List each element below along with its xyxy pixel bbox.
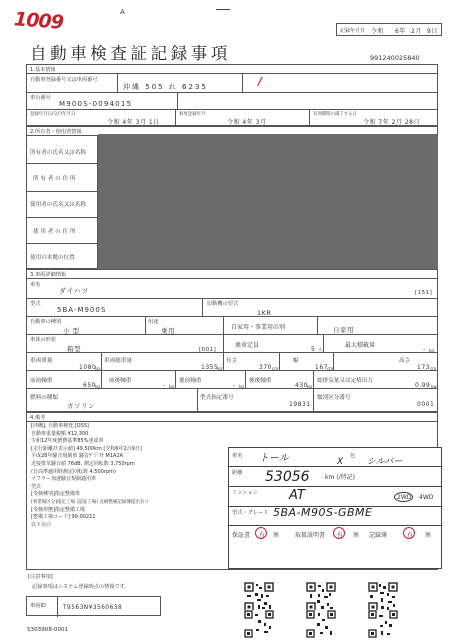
length-unit: cm [272,366,279,371]
record-date-era: 令和 [371,28,385,35]
remark-line: [走行距離計表示値] 49,500km [令和6年2月9日] [31,445,142,452]
sticker-mission-value: AT [289,488,305,503]
maker-label: 車名 [30,282,41,288]
vin-label: 車台番号 [30,95,51,101]
weight-value: 1080 [79,364,97,371]
qr-code-icon [368,582,398,612]
width-value: 167 [315,364,328,371]
length-label: 長さ [226,358,238,364]
rear-front-value: - [233,382,236,389]
sticker-record-yes: 有 [407,532,414,539]
sticker-warranty-label: 保証書 [232,532,251,539]
shape-code: [001] [199,347,217,353]
remark-line: [事業場区分]指定工場 (認証工場) 点検整備記録簿提出有り [31,499,149,505]
displacement-label: 総排気量又は定格出力 [317,378,373,384]
sticker-color-value: シルバー [367,457,403,467]
owner-address-label: 所 有 者 の 住 所 [33,176,76,182]
rear-axle-label: 後後軸重 [249,378,272,384]
expiry-value: 令和 7年 2月 28日 [363,119,420,126]
first-reg-value: 令和 4年 3月 1日 [107,119,160,126]
sticker-grade-label: 型式・グレード [232,510,269,516]
remark-line: 令和12年度燃費基準85%達成車 [31,438,104,445]
max-load-unit: kg [429,348,434,353]
plate-label: 自動車登録番号又は車両番号 [30,77,98,83]
purpose-value: 自家用 [333,326,354,334]
sticker-4wd-option: 4WD [419,494,434,501]
sticker-warranty-no: 無 [273,532,280,539]
vehicle-id-label: 車両ID [30,603,46,609]
max-load-value: - [423,346,426,353]
record-date-year: 6年 [395,28,406,35]
front-rear-value: - [163,382,166,389]
front-rear-unit: kg [169,384,174,389]
sticker-car-label: 車名 [232,453,243,459]
width-unit: cm [327,366,334,371]
serial-number: 5303908-0001 [27,627,69,633]
remark-line: マフラー加速騒音規制適用車 [31,476,97,483]
vehicle-id-value: T9563N¥3560638 [63,605,123,611]
type-designation-label: 型式指定番号 [200,395,234,401]
remark-line: [受検種別]指定整備車 [31,491,80,498]
category-label: 類別区分番号 [317,395,351,401]
qr-code-icon [306,582,336,612]
sticker-manual-yes: 有 [337,532,344,539]
sticker-record-label: 記録簿 [369,532,388,539]
shape-value: 箱型 [67,345,81,353]
front-rear-label: 前後軸重 [109,378,132,384]
maker-value: ダイハツ [59,287,89,295]
kind-label: 自動車の種別 [30,319,62,325]
remark-line: 型式 [31,483,42,490]
section3-header: 3.車両詳細情報 [30,272,67,278]
qr-code-icon [368,610,398,638]
remarks-text [31,423,231,529]
qr-code-icon [306,610,336,638]
front-axle-label: 前前軸重 [30,378,53,384]
sticker-mileage-unit: km (/特記) [325,474,355,481]
dealer-sticker [228,447,442,569]
front-axle-unit: kg [95,384,100,389]
length-value: 370 [259,364,272,371]
sticker-manual-no: 無 [353,532,360,539]
handwritten-letter: A [120,8,125,16]
remark-line: 近接排気騒音値 76dB, 測定回転数 3,750rpm [31,460,135,467]
use-label: 用途 [148,319,159,325]
sticker-record-no: 無 [425,532,432,539]
sticker-grade-value: 5BA-M90S-GBME [273,506,373,519]
capacity-unit: 人 [318,348,323,353]
remark-line: [受検形態]指定整備工場 [31,506,85,513]
sticker-color-label: 色 [350,453,356,459]
sticker-car-value: トール [259,453,289,464]
displacement-value: 0.99 [415,382,431,389]
front-axle-value: 650 [83,382,96,389]
warranty-circle [255,527,267,539]
sticker-mileage-label: 距離 [232,470,243,476]
qr-code-icon [244,582,274,612]
fuel-value: ガソリン [67,402,95,410]
gross-unit: kg [217,366,222,371]
remark-line: 平成28年騒音規制車 騒音ﾃﾞｼﾞｽﾅ M1A2A [31,453,124,460]
plate-number: 沖縄 505 れ 6235 [123,83,208,91]
use-value: 乗用 [161,327,175,335]
vehicle-id-box [26,596,161,616]
rear-axle-unit: kg [307,384,312,389]
engine-value: 1KR [257,309,272,317]
fuel-label: 燃料の種類 [30,395,58,401]
sticker-mission-label: ミッション [232,490,258,496]
red-check-mark: / [258,75,263,88]
section4-header: 4.備考 [30,415,46,421]
record-date-day: 9日 [427,28,438,35]
type-designation-value: 19831 [289,401,311,408]
width-label: 幅 [293,358,299,364]
redacted-owner-block [98,134,438,269]
rear-front-label: 後前軸重 [179,378,202,384]
weight-label: 車両重量 [30,358,53,364]
engine-label: 原動機の型式 [207,301,239,307]
page-title: 自動車検査証記録事項 [30,44,231,63]
record-date-box [336,23,442,36]
weight-unit: kg [95,366,100,371]
section-vehicle-details [26,269,438,412]
remark-line: 以下余白 [31,521,52,528]
user-name-label: 使用者の氏名又は名称 [30,202,86,208]
height-unit: cm [430,366,437,371]
first-reg-label: 登録年月日/交付年月日 [30,112,76,117]
shape-label: 車体の形状 [30,337,56,343]
document-number: 991240025840 [370,54,420,62]
base-location-label: 使用の本拠の位置 [30,255,75,261]
rear-front-unit: kg [239,384,244,389]
sticker-mileage-value: 53056 [265,469,310,485]
gross-label: 車両総重量 [104,358,132,364]
maker-code: [151] [415,290,433,296]
remark-line: [整備工場コード] 99-00211 [31,514,96,521]
sticker-manual-label: 取扱説明書 [295,532,326,539]
vin-value: M900S-0094015 [59,100,133,108]
rear-axle-value: 430 [295,382,308,389]
user-address-label: 使 用 者 の 住 所 [33,229,76,235]
first-year-label: 初度登録年月 [179,112,206,117]
record-date-label: 記録年月日 [340,28,366,34]
height-value: 173 [417,364,430,371]
section-basic-info [26,64,438,126]
displacement-unit: kw [431,384,437,389]
remark-line: [沖縄], 自動車検査,[OSS] [31,423,89,429]
sticker-2wd-circle [394,492,413,502]
qr-code-icon [244,610,274,638]
expiry-label: 有効期間の満了する日 [313,112,357,117]
category-value: 0001 [417,401,435,408]
section2-header: 2.所有者・使用者情報 [30,129,82,135]
record-circle [403,527,415,539]
notice-header: [注意事項] [28,574,53,580]
punch-mark [216,9,230,10]
first-year-value: 令和 4年 3月 [227,119,267,126]
capacity-label: 乗車定員 [235,342,260,349]
model-label: 型式 [30,301,41,307]
purpose-label: 自家用・事業用の別 [231,324,286,331]
manual-circle [333,527,345,539]
max-load-label: 最大積載量 [345,342,376,349]
owner-name-label: 所有者の氏名又は名称 [30,150,86,156]
remark-line: (日高準適用時測定回転数 4,500rpm) [31,468,116,475]
capacity-value: 5 [311,346,316,353]
kind-value: 小 型 [63,327,80,335]
handwritten-number: 1009 [13,8,64,34]
height-label: 高さ [399,358,411,364]
record-date-month: 2月 [411,28,422,35]
notice-text: 記録事項はシステム登録時点の情報です。 [32,584,130,590]
sticker-color-mark: X [337,457,344,467]
section1-header: 1.基本情報 [30,67,56,73]
sticker-2wd-option: 2WD [397,494,412,501]
sticker-warranty-yes: 有 [259,532,266,539]
model-value: 5BA-M900S [57,306,107,314]
remark-line: 自動車重量税額 ¥12,300 [31,430,89,437]
gross-value: 1355 [201,364,219,371]
